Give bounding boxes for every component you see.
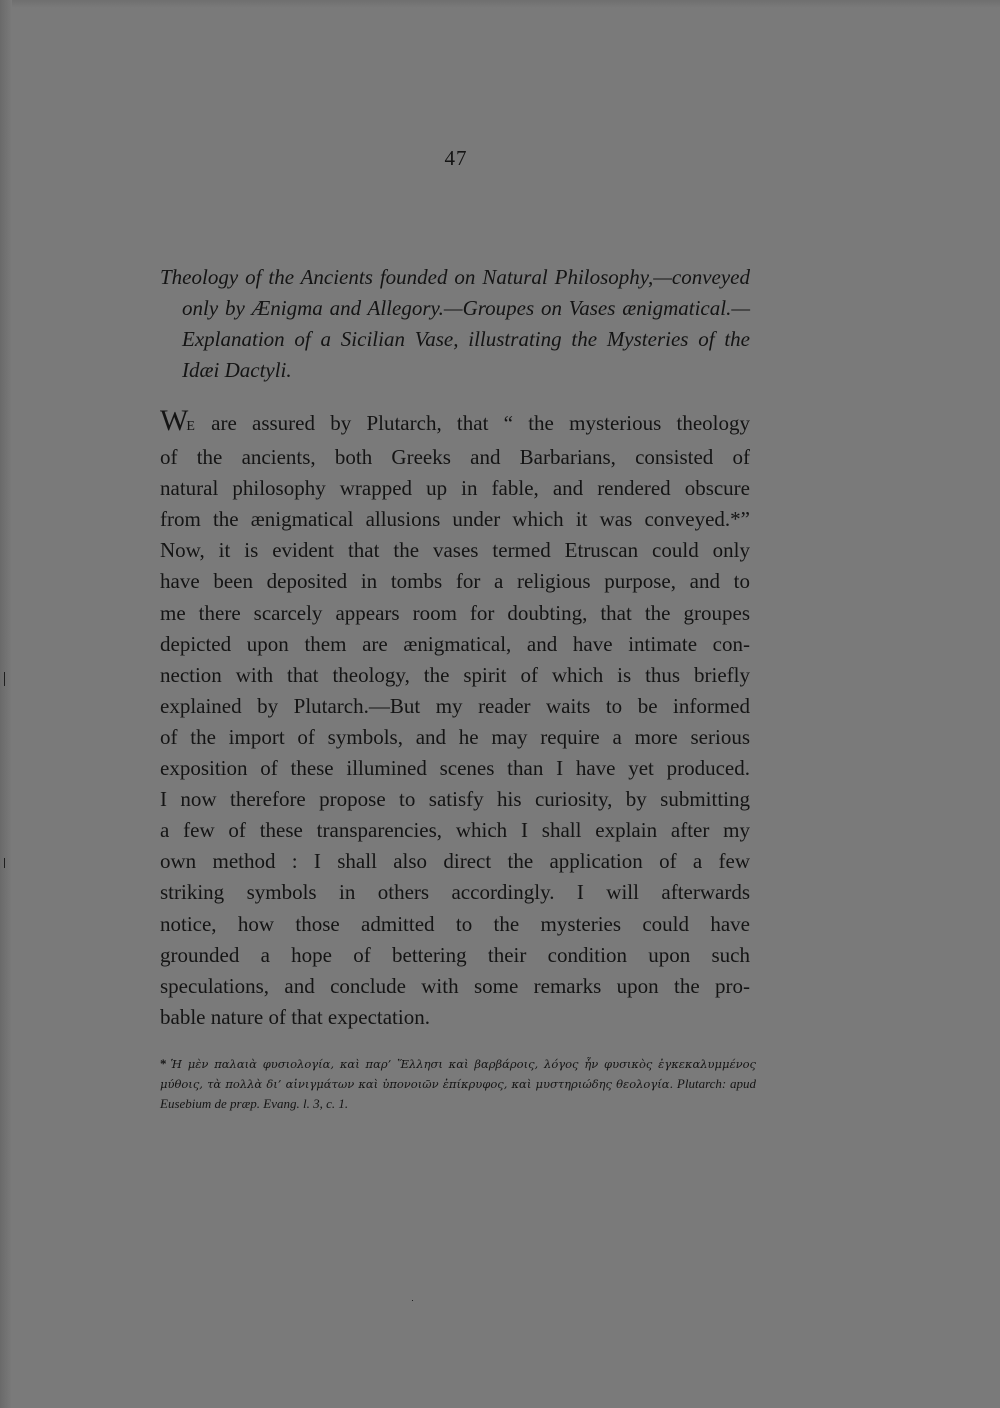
body-line: notice, how those admitted to the mysteries could have [160,911,750,936]
scan-speck [412,1300,413,1301]
body-line: Now, it is evident that the vases termed Etruscan could only [160,538,750,563]
initial-rest: E [186,419,196,434]
body-line: natural philosophy wrapped up in fable, and rendered obscure [160,476,750,501]
body-line: I now therefore propose to satisfy his curiosity, by submitting [160,787,750,812]
footnote-line [160,1074,756,1094]
body-line: have been deposited in tombs for a religious purpose, and to [160,569,750,594]
heading-line: Idæi Dactyli. [182,358,292,382]
body-line: me there scarcely appears room for doubting, that the groupes [160,600,750,625]
body-line: of the ancients, both Greeks and Barbarians, consisted of [160,445,750,470]
body-line: of the import of symbols, and he may require a more serious [160,724,750,749]
body-line: from the ænigmatical allusions under which it was conveyed.*” [160,507,750,532]
heading-line: Theology of the Ancients founded on Natural Philosophy,—conveyed [160,265,750,289]
body-line: explained by Plutarch.—But my reader waits to be informed [160,693,750,718]
scan-speck [4,858,5,868]
body-line: own method : I shall also direct the application of a few [160,849,750,874]
footnote [160,1054,756,1113]
footnote-greek-text: Ἡ μὲν παλαιὰ φυσιολογία, καὶ παρ’ Ἕλλησι καὶ βαρβάροις, λόγος ἦν φυσικὸς ἐγκεκαλυμμένος [170,1057,756,1071]
first-line-text: are assured by Plutarch, that “ the mysterious theology [195,411,750,435]
scan-edge-left [0,0,12,1408]
heading-line: only by Ænigma and Allegory.—Groupes on Vases ænigmatical.— [182,296,750,320]
scan-edge-top [0,0,1000,8]
body-line: grounded a hope of bettering their condition upon such [160,942,750,967]
chapter-summary-heading [160,262,750,386]
page-number: 47 [444,146,468,170]
footnote-mark: * [160,1056,167,1071]
body-line: depicted upon them are ænigmatical, and have intimate con- [160,631,750,656]
scan-speck [4,672,5,686]
drop-initial: W [160,404,187,437]
body-line: a few of these transparencies, which I shall explain after my [160,818,750,843]
heading-line: Explanation of a Sicilian Vase, illustrating the Mysteries of the [182,327,750,351]
footnote-greek-text: μύθοις, τὰ πολλὰ δι’ αἰνιγμάτων καὶ ὑπονοιῶν ἐπίκρυφος, καὶ μυστηριώδης θεολογία. [160,1077,674,1091]
body-line: speculations, and conclude with some remarks upon the pro- [160,973,750,998]
body-line: striking symbols in others accordingly. I will afterwards [160,880,750,905]
footnote-citation: Plutarch: apud [676,1076,757,1091]
body-paragraph [160,404,750,1033]
footnote-citation: Eusebium de præp. Evang. l. 3, c. 1. [160,1096,349,1111]
body-first-line [160,404,750,442]
body-line: nection with that theology, the spirit of which is thus briefly [160,662,750,687]
footnote-line [160,1054,756,1074]
body-line: bable nature of that expectation. [160,1004,430,1029]
body-line: exposition of these illumined scenes than I have yet produced. [160,756,750,781]
